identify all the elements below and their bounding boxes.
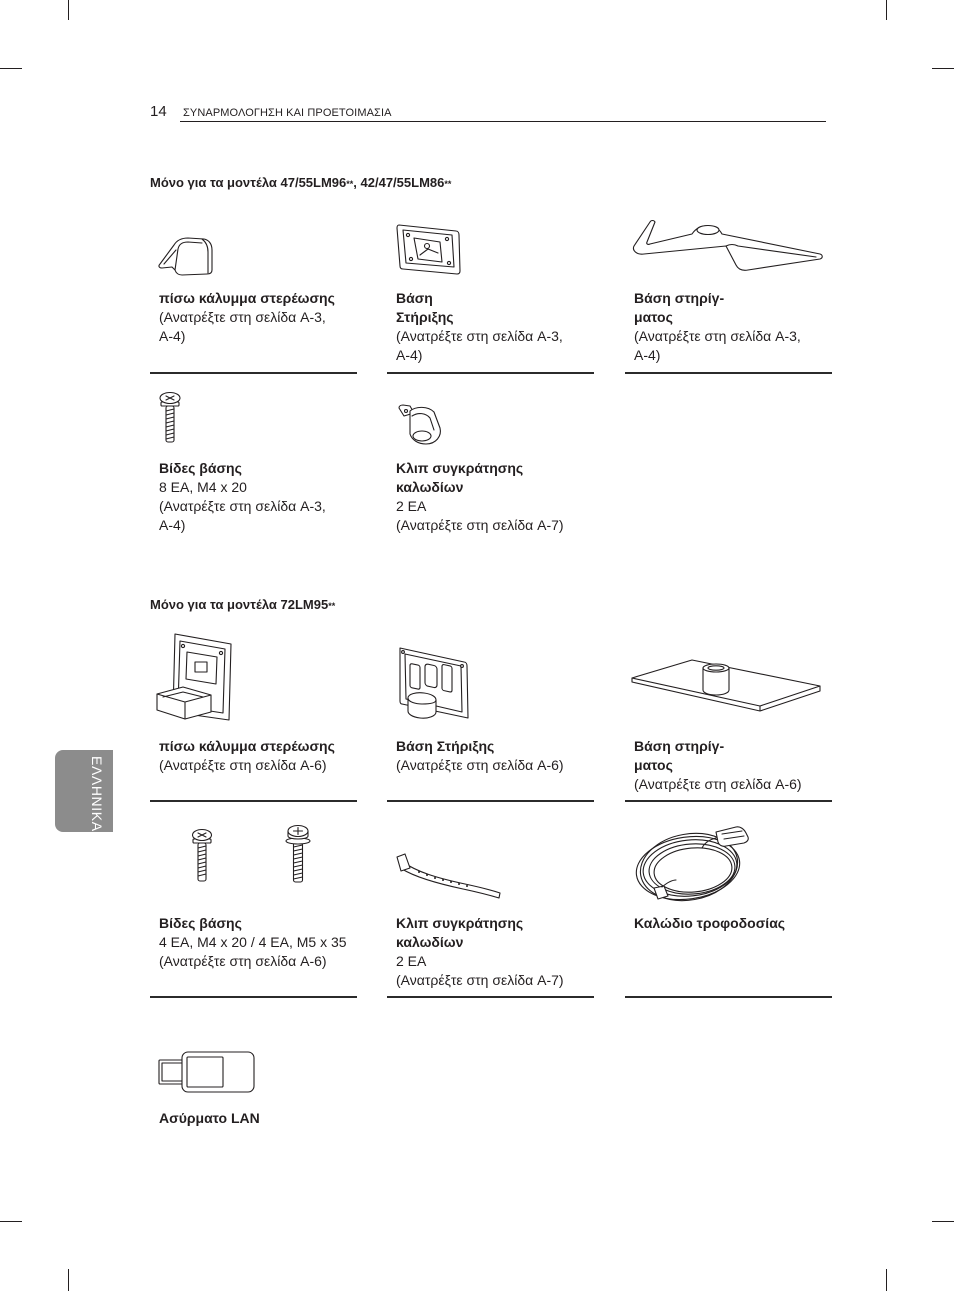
item-title: Βίδες βάσης xyxy=(159,460,242,476)
cable-holder-icon xyxy=(396,402,446,448)
item-stand-screws xyxy=(159,459,326,535)
item-title: πίσω κάλυμμα στερέωσης xyxy=(159,738,335,754)
crop-mark xyxy=(932,68,954,69)
item-divider xyxy=(625,800,832,802)
item-detail: (Ανατρέξτε στη σελίδα A-6) xyxy=(159,757,327,773)
item-detail: 8 EA, M4 x 20 xyxy=(159,479,247,495)
item-back-cover xyxy=(159,289,335,346)
item-detail: A-4) xyxy=(396,347,423,363)
item-detail: (Ανατρέξτε στη σελίδα A-7) xyxy=(396,972,564,988)
item-title: πίσω κάλυμμα στερέωσης xyxy=(159,290,335,306)
crop-mark xyxy=(932,1221,954,1222)
item-divider xyxy=(625,996,832,998)
item-divider xyxy=(387,800,594,802)
power-cord-icon xyxy=(632,824,754,904)
crop-mark xyxy=(68,1269,69,1291)
item-divider xyxy=(387,996,594,998)
item-detail: (Ανατρέξτε στη σελίδα A-3, xyxy=(634,328,801,344)
stand-base-icon xyxy=(630,656,822,722)
item-title: Κλιπ συγκράτησης xyxy=(396,460,524,476)
stand-base-icon xyxy=(630,216,826,276)
crop-mark xyxy=(886,1269,887,1291)
item-title: καλωδίων xyxy=(396,479,464,495)
heading-models: Μόνο για τα μοντέλα 72LM95 xyxy=(150,597,329,612)
item-divider xyxy=(150,800,357,802)
item-title: ματος xyxy=(634,757,673,773)
item-detail: (Ανατρέξτε στη σελίδα A-6) xyxy=(634,776,802,792)
item-detail: 4 EA, M4 x 20 / 4 EA, M5 x 35 xyxy=(159,934,347,950)
item-divider xyxy=(150,996,357,998)
item-title: Βάση Στήριξης xyxy=(396,738,495,754)
page-number: 14 xyxy=(150,103,167,120)
item-stand-base xyxy=(634,289,801,365)
item-divider xyxy=(150,372,357,374)
header-rule xyxy=(180,121,826,122)
item-detail: (Ανατρέξτε στη σελίδα A-3, xyxy=(159,309,326,325)
item-detail: A-4) xyxy=(159,517,186,533)
item-detail: (Ανατρέξτε στη σελίδα A-6) xyxy=(159,953,327,969)
section-heading xyxy=(150,175,451,192)
screw-icon xyxy=(191,828,213,884)
language-tab-label: ΕΛΛΗΝΙΚΑ xyxy=(89,756,105,832)
item-stand-body xyxy=(396,737,564,775)
item-title: Βάση xyxy=(396,290,433,306)
item-divider xyxy=(625,372,832,374)
item-title: Βάση στηρίγ- xyxy=(634,290,725,306)
item-title: Καλώδιο τροφοδοσίας xyxy=(634,915,786,931)
item-detail: A-4) xyxy=(159,328,186,344)
item-back-cover xyxy=(159,737,335,775)
item-detail: 2 EA xyxy=(396,498,427,514)
item-cable-holder xyxy=(396,459,564,535)
cable-tie-icon xyxy=(395,852,505,902)
heading-suffix: ** xyxy=(328,601,336,611)
screw-icon xyxy=(285,823,311,885)
item-detail: (Ανατρέξτε στη σελίδα A-3, xyxy=(159,498,326,514)
item-stand-body xyxy=(396,289,563,365)
item-stand-base xyxy=(634,737,802,794)
item-power-cord xyxy=(634,914,785,933)
item-detail: (Ανατρέξτε στη σελίδα A-7) xyxy=(396,517,564,533)
item-cable-holder xyxy=(396,914,564,990)
item-title: Κλιπ συγκράτησης xyxy=(396,915,524,931)
back-cover-icon xyxy=(156,234,216,278)
crop-mark xyxy=(0,1221,22,1222)
item-title: Βάση στηρίγ- xyxy=(634,738,725,754)
item-detail: (Ανατρέξτε στη σελίδα A-3, xyxy=(396,328,563,344)
crop-mark xyxy=(0,68,22,69)
stand-body-icon xyxy=(394,646,472,722)
crop-mark xyxy=(886,0,887,20)
wireless-lan-icon xyxy=(156,1050,256,1094)
heading-models: Μόνο για τα μοντέλα 47/55LM96 xyxy=(150,175,347,190)
item-title: Στήριξης xyxy=(396,309,454,325)
item-title: Ασύρματο LAN xyxy=(159,1110,260,1126)
stand-body-icon xyxy=(394,222,464,278)
item-detail: 2 EA xyxy=(396,953,427,969)
item-detail: A-4) xyxy=(634,347,661,363)
heading-suffix: ** xyxy=(346,179,354,189)
item-title: καλωδίων xyxy=(396,934,464,950)
item-title: ματος xyxy=(634,309,673,325)
item-detail: (Ανατρέξτε στη σελίδα A-6) xyxy=(396,757,564,773)
item-stand-screws xyxy=(159,914,347,971)
heading-models: , 42/47/55LM86 xyxy=(353,175,445,190)
item-title: Βίδες βάσης xyxy=(159,915,242,931)
section-heading xyxy=(150,597,335,614)
item-divider xyxy=(387,372,594,374)
screw-icon xyxy=(158,391,182,445)
back-cover-icon xyxy=(155,632,235,722)
chapter-title: ΣΥΝΑΡΜΟΛΟΓΗΣΗ ΚΑΙ ΠΡΟΕΤΟΙΜΑΣΙΑ xyxy=(183,107,392,119)
item-wireless-lan xyxy=(159,1109,260,1128)
language-tab xyxy=(55,750,113,832)
heading-suffix: ** xyxy=(444,179,452,189)
crop-mark xyxy=(68,0,69,20)
